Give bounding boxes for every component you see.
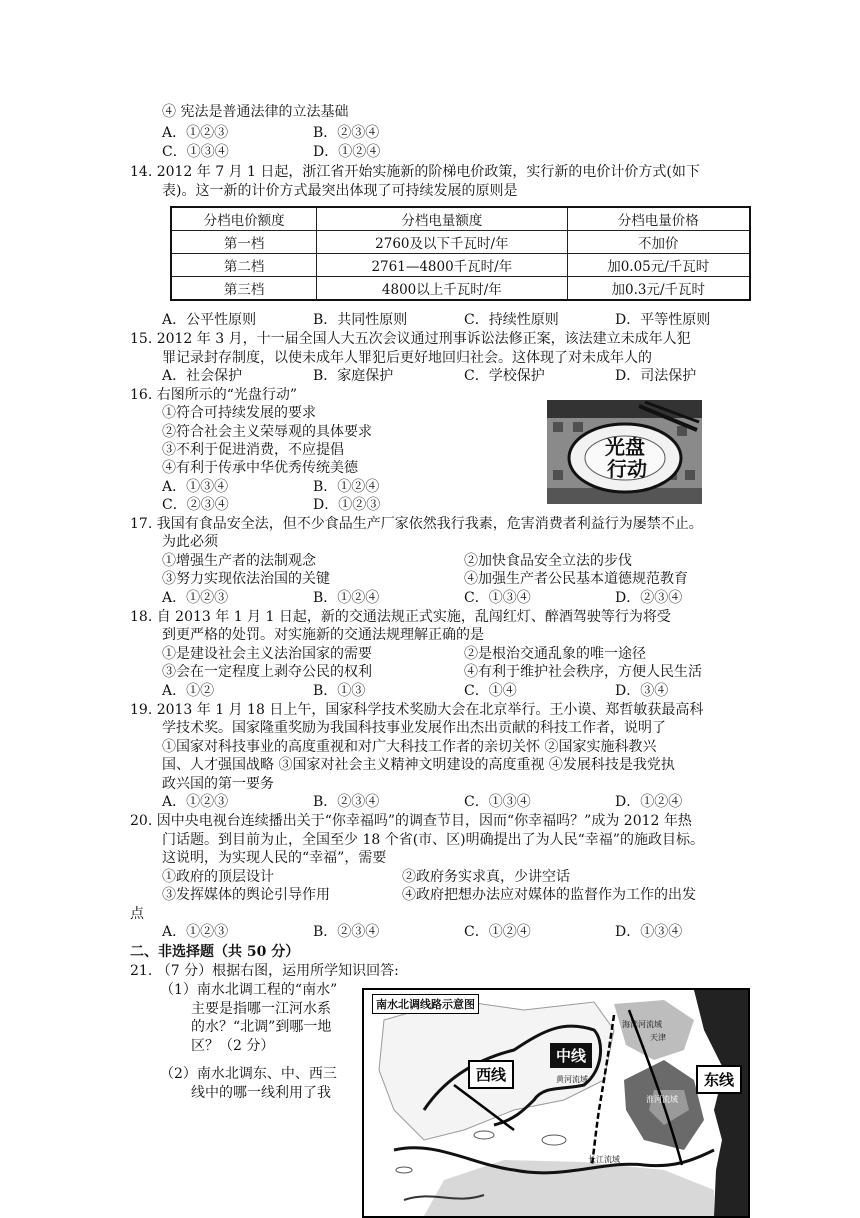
east-route-label: 东线 [696, 1065, 742, 1094]
q21-part1-line4: 区？（2 分） [191, 1038, 275, 1054]
q17-choice-a: A．①②③ [162, 590, 229, 606]
table-row [171, 253, 750, 276]
q21-part2-line2: 线中的哪一线利用了我 [191, 1085, 331, 1101]
q18-option-2: ②是根治交通乱象的唯一途径 [464, 646, 646, 662]
q20-choice-b: B．②③④ [313, 924, 380, 940]
q19-stem-line3: ①国家对科技事业的高度重视和对广大科技工作者的亲切关怀 ②国家实施科教兴 [162, 739, 657, 755]
table-cell: 4800以上千瓦时/年 [317, 276, 567, 300]
table-header: 分档电量额度 [317, 207, 567, 231]
table-header-row [171, 207, 750, 231]
q16-option-4: ④有利于传承中华优秀传统美德 [162, 460, 358, 476]
q14-choice-a: A．公平性原则 [162, 312, 257, 328]
q19-choice-b: B．②③④ [313, 794, 380, 810]
west-route-label: 西线 [468, 1060, 514, 1089]
q21-part1-line1: （1）南水北调工程的“南水” [160, 982, 338, 998]
table-row [171, 276, 750, 300]
q18-choice-d: D．③④ [615, 683, 669, 699]
q16-stem: 16. 右图所示的“光盘行动” [130, 387, 298, 403]
q17-stem-line1: 17. 我国有食品安全法，但不少食品生产厂家依然我行我素，危害消费者利益行为屡禁不止。 [130, 516, 703, 532]
q13-option-4: ④ 宪法是普通法律的立法基础 [162, 104, 349, 120]
q15-choice-b: B．家庭保护 [313, 368, 394, 384]
q15-stem-line2: 罪记录封存制度，以使未成年人罪犯后更好地回归社会。这体现了对未成年人的 [162, 350, 652, 366]
q16-option-3: ③不利于促进消费，不应提倡 [162, 442, 344, 458]
q19-stem-line2: 学技术奖。国家隆重奖励为我国科技事业发展作出杰出贡献的科技工作者，说明了 [162, 720, 666, 736]
q18-option-1: ①是建设社会主义法治国家的需要 [162, 646, 372, 662]
q14-choice-b: B．共同性原则 [313, 312, 408, 328]
q17-option-4: ④加强生产者公民基本道德规范教育 [464, 571, 688, 587]
haihe-basin-label: 海滦河流域 [622, 1020, 662, 1029]
q21-part1-line2: 主要是指哪一江河水系 [191, 1001, 331, 1017]
section-title: 二、非选择题（共 50 分） [130, 944, 300, 960]
q16-choice-c: C．②③④ [162, 497, 229, 513]
yellow-river-basin-label: 黄河流域 [556, 1075, 588, 1084]
q21-part1-line3: 的水？“北调”到哪一地 [191, 1019, 332, 1035]
q17-option-2: ②加快食品安全立法的步伐 [464, 553, 632, 569]
q17-option-1: ①增强生产者的法制观念 [162, 553, 316, 569]
q20-choice-d: D．①③④ [615, 924, 683, 940]
q20-option-1: ①政府的顶层设计 [162, 869, 274, 885]
q18-choice-b: B．①③ [313, 683, 366, 699]
q20-stem-line1: 20. 因中央电视台连续播出关于“你幸福吗”的调查节目，因而“你幸福吗？”成为 2012 年热 [130, 813, 692, 829]
q20-option-4: ④政府把想办法应对媒体的监督作为工作的出发 [402, 887, 696, 903]
q21-stem: 21. （7 分）根据右图，运用所学知识回答: [130, 963, 399, 979]
q20-option-4-wrap: 点 [130, 906, 144, 922]
q18-stem-line1: 18. 自 2013 年 1 月 1 日起，新的交通法规正式实施，乱闯红灯、醉酒驾驶等行为将受 [130, 609, 671, 625]
q14-choice-c: C．持续性原则 [464, 312, 559, 328]
q17-stem-line2: 为此必须 [162, 534, 218, 550]
q19-stem-line1: 19. 2013 年 1 月 18 日上午，国家科学技术奖励大会在北京举行。王小谟、郑哲敏获最高科 [130, 702, 704, 718]
map-graphic [364, 990, 748, 1216]
q17-option-3: ③努力实现依法治国的关键 [162, 571, 330, 587]
table-cell: 不加价 [567, 231, 750, 254]
q20-stem-line2: 门话题。到目前为止，全国至少 18 个省(市、区)明确提出了为人民“幸福”的施政目标。 [162, 832, 704, 848]
q19-choice-a: A．①②③ [162, 794, 229, 810]
table-cell: 加0.05元/千瓦时 [567, 253, 750, 276]
table-cell: 2761—4800千瓦时/年 [317, 253, 567, 276]
south-north-water-diversion-map [362, 988, 750, 1218]
poster-graphic [547, 400, 702, 504]
table-cell: 2760及以下千瓦时/年 [317, 231, 567, 254]
q16-choice-b: B．①②④ [313, 479, 380, 495]
q19-choice-c: C．①③④ [464, 794, 531, 810]
q17-choice-b: B．①②④ [313, 590, 380, 606]
q14-choice-d: D．平等性原则 [615, 312, 711, 328]
svg-text:光盘: 光盘 [605, 435, 645, 459]
q18-option-3: ③会在一定程度上剥夺公民的权利 [162, 664, 372, 680]
middle-route-label: 中线 [550, 1043, 592, 1068]
q15-choice-a: A．社会保护 [162, 368, 243, 384]
q18-stem-line2: 到更严格的处罚。对实施新的交通法规理解正确的是 [162, 627, 484, 643]
q21-part2-line1: （2）南水北调东、中、西三 [160, 1066, 337, 1082]
q16-option-1: ①符合可持续发展的要求 [162, 405, 316, 421]
q19-choice-d: D．①②④ [615, 794, 683, 810]
q20-choice-c: C．①②④ [464, 924, 531, 940]
huaihe-basin-label: 淮河流域 [646, 1095, 678, 1104]
table-cell: 第三档 [171, 276, 317, 300]
q18-choice-a: A．①② [162, 683, 215, 699]
q17-choice-c: C．①③④ [464, 590, 531, 606]
yangtze-basin-label: 长江流域 [588, 1155, 620, 1164]
q13-choice-c: C．①③④ [162, 144, 229, 160]
q16-option-2: ②符合社会主义荣辱观的具体要求 [162, 424, 372, 440]
q20-stem-line3: 这说明，为实现人民的“幸福”，需要 [162, 850, 387, 866]
q15-stem-line1: 15. 2012 年 3 月，十一届全国人大五次会议通过刑事诉讼法修正案，该法建立未成年人犯 [130, 331, 691, 347]
table-header: 分档电量价格 [567, 207, 750, 231]
table-header: 分档电价额度 [171, 207, 317, 231]
table-row [171, 231, 750, 254]
q13-choice-a: A．①②③ [162, 125, 229, 141]
q14-stem-line1: 14. 2012 年 7 月 1 日起，浙江省开始实施新的阶梯电价政策，实行新的电价计价方式(如下 [130, 164, 700, 180]
q16-choice-a: A．①③④ [162, 479, 229, 495]
q13-choice-b: B．②③④ [313, 125, 380, 141]
q15-choice-c: C．学校保护 [464, 368, 545, 384]
price-table [170, 206, 751, 301]
q15-choice-d: D．司法保护 [615, 368, 697, 384]
tianjin-label: 天津 [650, 1033, 666, 1042]
q17-choice-d: D．②③④ [615, 590, 683, 606]
q20-option-2: ②政府务实求真，少讲空话 [402, 869, 570, 885]
q20-option-3: ③发挥媒体的舆论引导作用 [162, 887, 330, 903]
q19-stem-line4: 国、人才强国战略 ③国家对社会主义精神文明建设的高度重视 ④发展科技是我党执 [162, 757, 675, 773]
map-title: 南水北调线路示意图 [372, 994, 479, 1014]
q20-choice-a: A．①②③ [162, 924, 229, 940]
q13-choice-d: D．①②④ [313, 144, 381, 160]
q14-stem-line2: 表)。这一新的计价方式最突出体现了可持续发展的原则是 [162, 183, 518, 199]
q18-choice-c: C．①④ [464, 683, 517, 699]
table-cell: 第二档 [171, 253, 317, 276]
q16-choice-d: D．①②③ [313, 497, 381, 513]
q18-option-4: ④有利于维护社会秩序，方便人民生活 [464, 664, 702, 680]
q19-stem-line5: 政兴国的第一要务 [162, 776, 274, 792]
table-cell: 加0.3元/千瓦时 [567, 276, 750, 300]
svg-text:行动: 行动 [607, 457, 647, 481]
clean-plate-poster-image [547, 400, 702, 504]
table-cell: 第一档 [171, 231, 317, 254]
